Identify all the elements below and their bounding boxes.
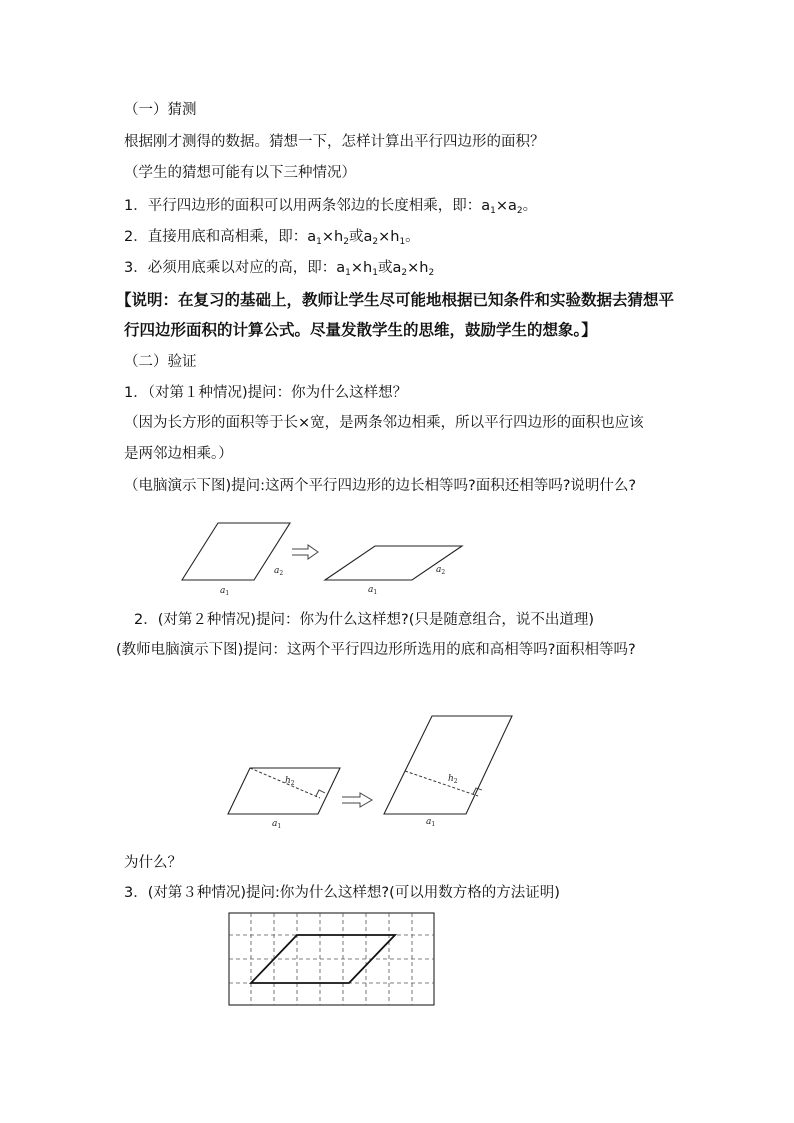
guess-item-3 — [124, 258, 434, 278]
var-a: a — [336, 260, 346, 276]
or-word: 或 — [348, 229, 364, 245]
verify-2-demo: (教师电脑演示下图)提问：这两个平行四边形所选用的底和高相等吗?面积相等吗? — [116, 642, 636, 658]
label-a2: $a_2$ — [436, 565, 446, 576]
subscript: 2 — [516, 206, 523, 216]
subscript: 1 — [316, 237, 322, 247]
guess-item-3-text: 3．必须用底乘以对应的高，即： — [124, 260, 337, 276]
arrow-icon — [342, 793, 372, 807]
parallelogram-tall — [384, 716, 512, 814]
section-heading-verify: （二）验证 — [124, 354, 197, 370]
height-h2-dashed — [405, 771, 478, 796]
parallelogram-small — [228, 768, 340, 814]
var-a: a — [363, 229, 373, 245]
times-sign: × — [495, 198, 509, 214]
figure-equal-sides — [170, 515, 480, 600]
guess-question: 根据刚才测得的数据。猜想一下，怎样计算出平行四边形的面积？ — [124, 134, 545, 150]
figure-grid — [224, 910, 438, 1010]
label-a1: $a_1$ — [272, 819, 282, 830]
label-a1: $a_1$ — [368, 585, 378, 596]
subscript: 2 — [401, 268, 408, 278]
explanation-line-2: 行四边形面积的计算公式。尽量发散学生的思维，鼓励学生的想象。】 — [124, 321, 597, 339]
period: 。 — [522, 198, 538, 214]
var-h: h — [363, 260, 373, 276]
times-sign: × — [378, 229, 391, 245]
label-h2: $h_2$ — [285, 776, 295, 787]
subscript: 2 — [372, 237, 379, 247]
subscript: 2 — [428, 268, 435, 278]
guess-item-1-text: 1．平行四边形的面积可以用两条邻边的长度相乘，即： — [124, 198, 482, 214]
label-h2: $h_2$ — [448, 774, 458, 785]
guess-note: （学生的猜想可能有以下三种情况） — [124, 165, 356, 181]
arrow-icon — [292, 545, 318, 559]
verify-1-demo: （电脑演示下图)提问:这两个平行四边形的边长相等吗?面积还相等吗?说明什么? — [124, 478, 637, 494]
var-h: h — [334, 229, 344, 245]
var-a: a — [508, 198, 517, 214]
guess-item-2-text: 2．直接用底和高相乘，即： — [124, 229, 308, 245]
subscript: 1 — [399, 237, 406, 247]
var-a: a — [481, 198, 491, 214]
label-a1: $a_1$ — [220, 586, 230, 597]
var-a: a — [392, 260, 402, 276]
var-h: h — [419, 260, 429, 276]
verify-1-question: 1．（对第１种情况)提问：你为什么这样想？ — [124, 385, 408, 401]
label-a2: $a_2$ — [274, 566, 284, 577]
subscript: 1 — [345, 268, 351, 278]
subscript: 2 — [343, 237, 349, 247]
right-angle-mark — [473, 788, 482, 794]
subscript: 1 — [490, 206, 496, 216]
times-sign: × — [407, 260, 420, 276]
guess-item-1 — [124, 196, 537, 216]
times-sign: × — [321, 229, 335, 245]
times-sign: × — [350, 260, 364, 276]
verify-3-question: 3．(对第３种情况)提问:你为什么这样想?(可以用数方格的方法证明) — [124, 885, 560, 901]
period: 。 — [405, 229, 420, 245]
verify-1-answer-line-2: 是两邻边相乘。） — [124, 446, 233, 462]
explanation-line-1: 【说明：在复习的基础上，教师让学生尽可能地根据已知条件和实验数据去猜想平 — [116, 291, 675, 309]
var-h: h — [390, 229, 400, 245]
var-a: a — [307, 229, 317, 245]
right-angle-mark — [316, 790, 325, 796]
label-a1: $a_1$ — [426, 817, 436, 828]
subscript: 1 — [372, 268, 378, 278]
section-heading-guess: （一）猜测 — [124, 102, 197, 118]
guess-item-2 — [124, 227, 420, 247]
or-word: 或 — [377, 260, 393, 276]
verify-2-why: 为什么？ — [124, 855, 182, 871]
figure-base-height — [220, 708, 530, 836]
verify-2-question: 2．(对第２种情况)提问：你为什么这样想?(只是随意组合，说不出道理) — [134, 612, 595, 628]
grid-lines — [229, 913, 434, 1005]
verify-1-answer-line-1: （因为长方形的面积等于长×宽，是两条邻边相乘，所以平行四边形的面积也应该 — [124, 415, 644, 431]
